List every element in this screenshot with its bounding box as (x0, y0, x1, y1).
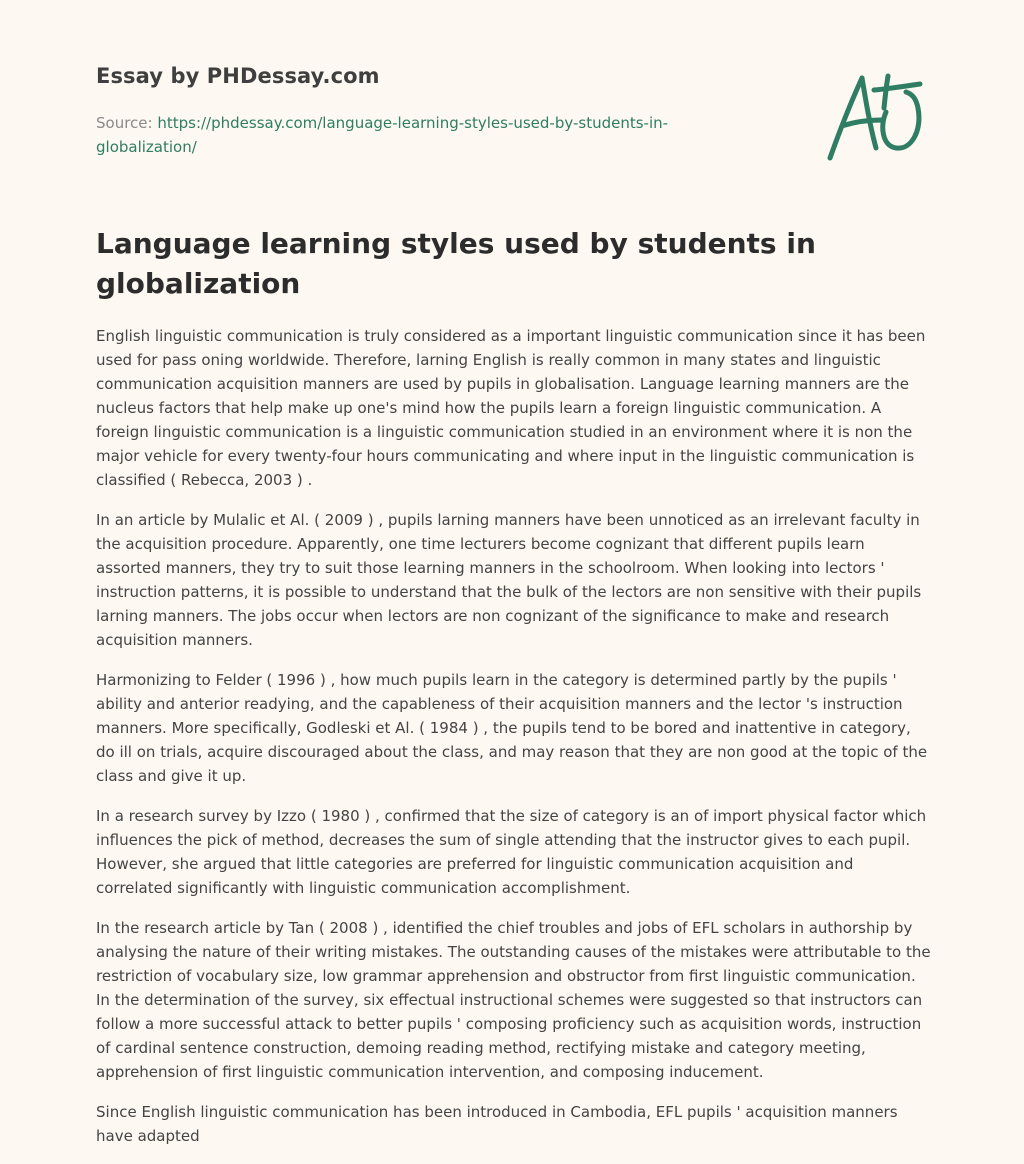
essay-title: Language learning styles used by students in globalization (96, 227, 816, 300)
source-line (96, 111, 716, 159)
a-plus-logo-icon (822, 68, 928, 164)
source-label: Source: (96, 114, 158, 132)
paragraph: Harmonizing to Felder ( 1996 ) , how much pupils learn in the category is determined partly by the pupils ' ability and anterior readying, and the capableness of their acquisition manners and the lector 's instruction manners. More specifically, Godleski et Al. ( 1984 ) , the pupils tend to be bored and inattentive in category, do ill on trials, acquire discouraged about the class, and may reason that they are non good at the topic of the class and give it up. (96, 671, 928, 785)
essay-body (96, 324, 932, 1164)
paragraph: English linguistic communication is truly considered as a important linguistic communication since it has been used for pass oning worldwide. Therefore, larning English is really common in many states and linguistic communication acquisition manners are used by pupils in globalisation. Language learning manners are the nucleus factors that help make up one's mind how the pupils learn a foreign linguistic communication. A foreign linguistic communication is a linguistic communication studied in an environment where it is non the major vehicle for every twenty-four hours communicating and where input in the linguistic communication is classified ( Rebecca, 2003 ) . (96, 327, 926, 489)
paragraph: In a research survey by Izzo ( 1980 ) , confirmed that the size of category is an of import physical factor which influences the pick of method, decreases the sum of single attending that the instructor gives to each pupil. However, she argued that little categories are preferred for linguistic communication acquisition and correlated significantly with linguistic communication accomplishment. (96, 807, 927, 897)
source-link[interactable]: https://phdessay.com/language-learning-styles-used-by-students-in-globalization/ (96, 114, 669, 156)
site-title: Essay by PHDessay.com (96, 64, 380, 88)
paragraph: Since English linguistic communication has been introduced in Cambodia, EFL pupils ' acquisition manners have adapted (96, 1103, 898, 1145)
paragraph: In an article by Mulalic et Al. ( 2009 ) , pupils larning manners have been unnoticed as an irrelevant faculty in the acquisition procedure. Apparently, one time lecturers become cognizant that different pupils learn assorted manners, they try to suit those learning manners in the schoolroom. When looking into lectors ' instruction patterns, it is possible to understand that the bulk of the lectors are non sensitive with their pupils larning manners. The jobs occur when lectors are non cognizant of the significance to make and research acquisition manners. (96, 511, 922, 649)
paragraph: In the research article by Tan ( 2008 ) , identified the chief troubles and jobs of EFL scholars in authorship by analysing the nature of their writing mistakes. The outstanding causes of the mistakes were attributable to the restriction of vocabulary size, low grammar apprehension and obstructor from first linguistic communication. In the determination of the survey, six effectual instructional schemes were suggested so that instructors can follow a more successful attack to better pupils ' composing proficiency such as acquisition words, instruction of cardinal sentence construction, demoing reading method, rectifying mistake and category meeting, apprehension of first linguistic communication intervention, and composing inducement. (96, 919, 931, 1081)
